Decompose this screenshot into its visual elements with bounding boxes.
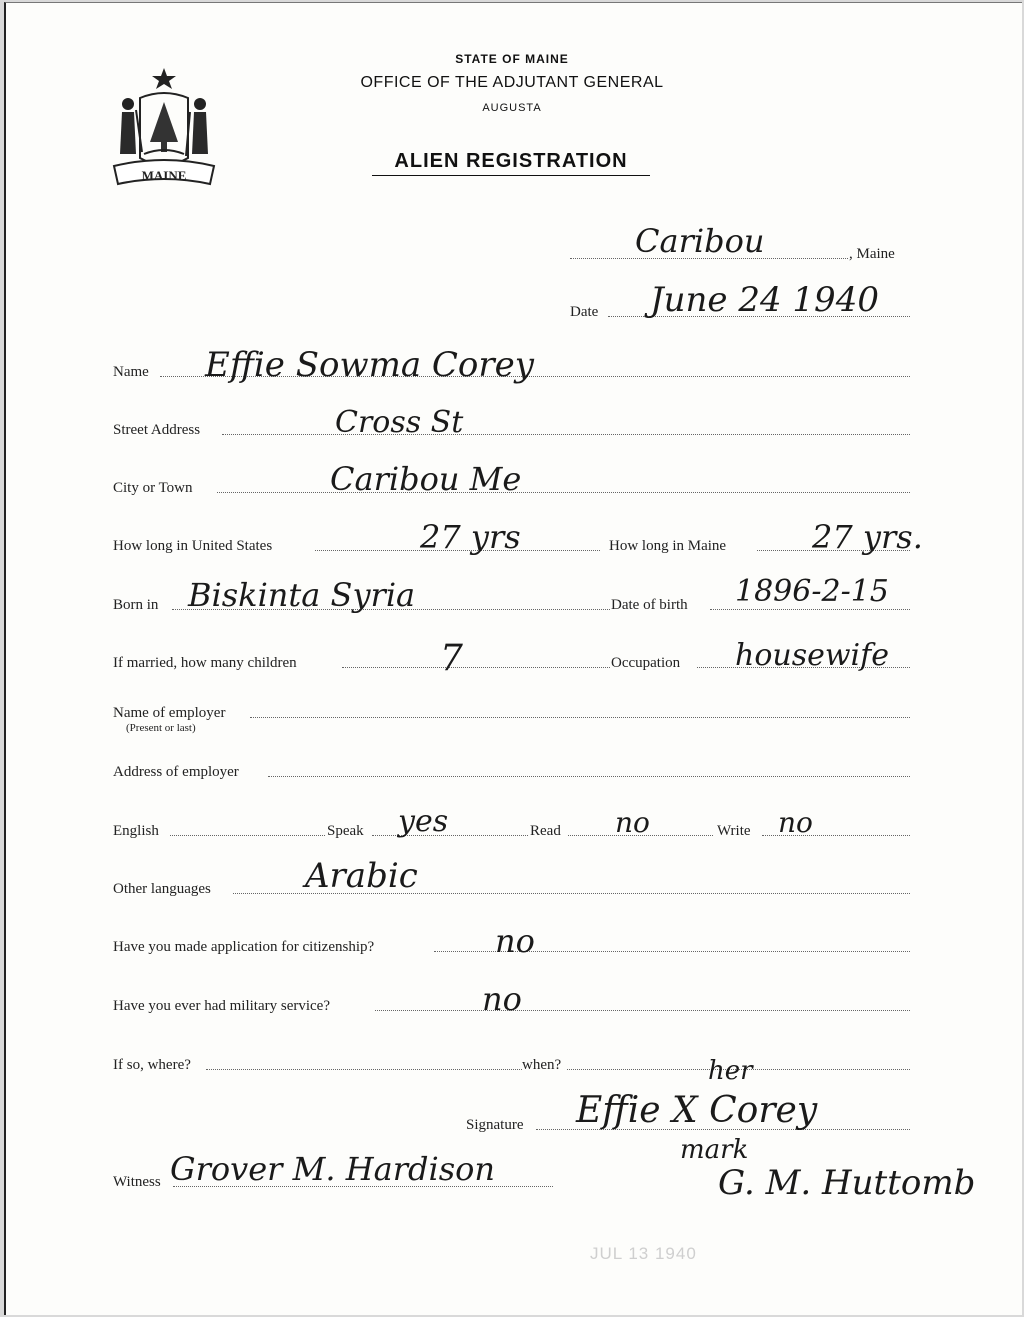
when-label: when? <box>522 1057 562 1073</box>
english-line <box>170 835 325 836</box>
read-label: Read <box>530 823 561 839</box>
name-value: Effie Sowma Corey <box>205 345 534 385</box>
employer-name-line <box>250 717 910 718</box>
date-value: June 24 1940 <box>650 280 879 320</box>
other-languages-label: Other languages <box>113 881 211 897</box>
citizenship-value: no <box>495 922 535 960</box>
city-value: Caribou Me <box>330 460 522 498</box>
read-value: no <box>615 806 650 839</box>
children-line <box>342 667 610 668</box>
occupation-label: Occupation <box>611 655 681 671</box>
signature-value: Effie X Corey <box>576 1090 818 1131</box>
city-line <box>217 492 910 493</box>
us-duration-label: How long in United States <box>113 538 273 554</box>
date-label: Date <box>570 304 599 320</box>
speak-value: yes <box>398 804 449 839</box>
us-duration-value: 27 yrs <box>420 518 521 556</box>
write-value: no <box>778 806 813 839</box>
maine-duration-label: How long in Maine <box>609 538 727 554</box>
born-label: Born in <box>113 597 159 613</box>
signature-label: Signature <box>466 1117 524 1133</box>
other-languages-value: Arabic <box>305 856 418 896</box>
place-value: Caribou <box>635 222 765 260</box>
street-line <box>222 434 910 435</box>
where-label: If so, where? <box>113 1057 191 1073</box>
seal-banner-text: MAINE <box>141 168 187 183</box>
where-line <box>206 1069 522 1070</box>
signature-mark: mark <box>680 1135 749 1165</box>
employer-address-line <box>268 776 910 777</box>
maine-duration-value: 27 yrs. <box>812 518 923 556</box>
signature-her: her <box>708 1056 753 1086</box>
received-stamp: JUL 13 1940 <box>590 1244 697 1263</box>
employer-name-label: Name of employer <box>113 705 226 721</box>
maine-label: , Maine <box>849 246 895 262</box>
military-value: no <box>482 980 522 1018</box>
city-label: City or Town <box>113 480 193 496</box>
name-label: Name <box>113 364 149 380</box>
citizenship-label: Have you made application for citizenship? <box>113 939 375 955</box>
witness-label: Witness <box>113 1174 161 1190</box>
dob-line <box>710 609 910 610</box>
state-heading: STATE OF MAINE <box>455 52 569 66</box>
born-value: Biskinta Syria <box>188 576 416 614</box>
occupation-value: housewife <box>735 638 889 673</box>
write-label: Write <box>717 823 751 839</box>
signature-witness: G. M. Huttomb <box>718 1163 976 1203</box>
speak-label: Speak <box>327 823 364 839</box>
english-label: English <box>113 823 159 839</box>
military-line <box>375 1010 910 1011</box>
children-value: 7 <box>440 638 463 679</box>
employer-note: (Present or last) <box>126 722 196 734</box>
speak-line <box>372 835 528 836</box>
witness-value: Grover M. Hardison <box>170 1150 496 1188</box>
street-value: Cross St <box>335 405 464 440</box>
office-heading: OFFICE OF THE ADJUTANT GENERAL <box>360 74 664 91</box>
employer-address-label: Address of employer <box>113 764 239 780</box>
dob-value: 1896-2-15 <box>735 574 889 609</box>
dob-label: Date of birth <box>611 597 688 613</box>
city-heading: AUGUSTA <box>482 102 542 114</box>
street-label: Street Address <box>113 422 201 438</box>
children-label: If married, how many children <box>113 655 297 671</box>
form-title: ALIEN REGISTRATION <box>372 150 650 176</box>
military-label: Have you ever had military service? <box>113 998 330 1014</box>
